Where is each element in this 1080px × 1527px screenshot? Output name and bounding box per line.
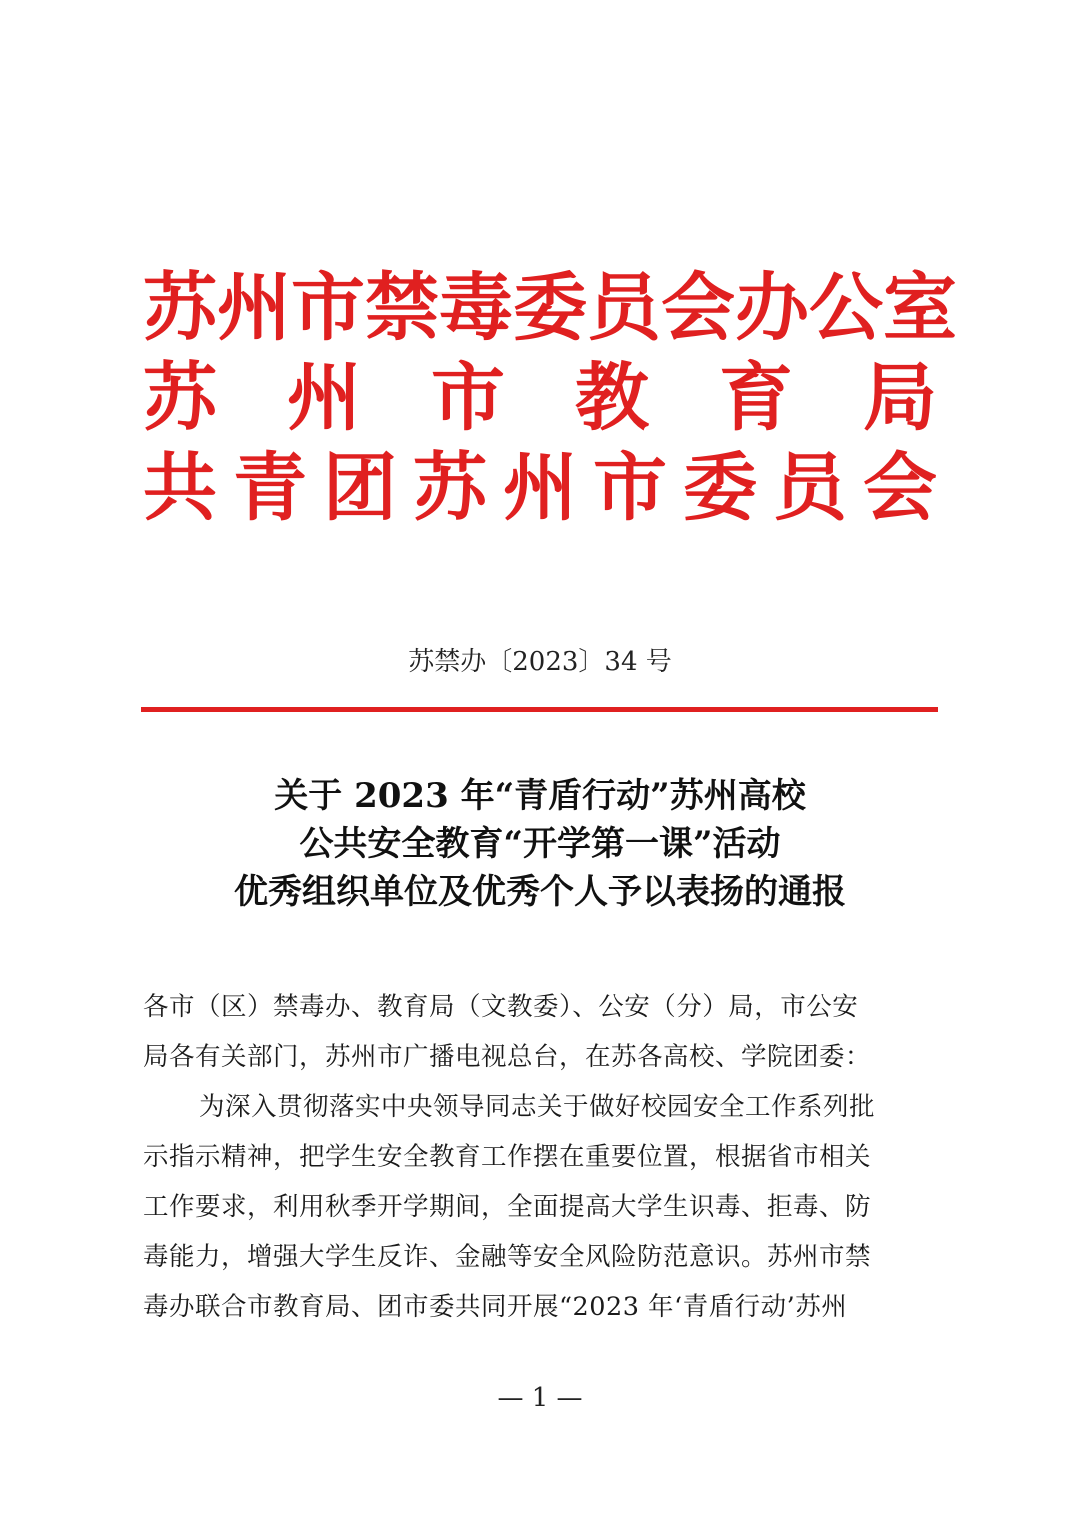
issuer-char: 公: [809, 265, 883, 351]
paragraph-line: 为深入贯彻落实中央领导同志关于做好校园安全工作系列批: [199, 1092, 876, 1122]
title-line: 关于 2023 年“青盾行动”苏州高校: [274, 776, 806, 816]
issuer-char: 局: [863, 355, 937, 441]
issuer-char: 委: [513, 265, 587, 351]
issuer-char: 会: [661, 265, 735, 351]
issuer-char: 苏: [143, 265, 217, 351]
issuer-char: 青: [233, 445, 307, 531]
issuer-char: 州: [217, 265, 291, 351]
issuer-char: 苏: [413, 445, 487, 531]
addressee-line: 局各有关部门，苏州市广播电视总台，在苏各高校、学院团委：: [143, 1042, 872, 1072]
issuer-char: 育: [719, 355, 793, 441]
document-number: 苏禁办〔2023〕34 号: [408, 647, 672, 677]
document-title: [100, 772, 980, 916]
issuer-char: 员: [587, 265, 661, 351]
paragraph-line: 毒办联合市教育局、团市委共同开展“2023 年‘青盾行动’苏州: [143, 1292, 848, 1322]
issuer-char: 市: [431, 355, 505, 441]
issuer-char: 委: [683, 445, 757, 531]
paragraph-line: 毒能力，增强大学生反诈、金融等安全风险防范意识。苏州市禁: [143, 1242, 872, 1272]
issuer-char: 会: [863, 445, 937, 531]
issuer-char: 共: [143, 445, 217, 531]
issuer-char: 办: [735, 265, 809, 351]
issuer-char: 室: [883, 265, 957, 351]
page-number: — 1 —: [497, 1383, 583, 1413]
issuer-char: 禁: [365, 265, 439, 351]
issuer-char: 市: [291, 265, 365, 351]
issuer-char: 团: [323, 445, 397, 531]
issuer-youth-league: [143, 443, 937, 533]
issuer-char: 市: [593, 445, 667, 531]
addressee-line: 各市（区）禁毒办、教育局（文教委）、公安（分）局，市公安: [143, 992, 859, 1022]
issuer-char: 苏: [143, 355, 217, 441]
issuer-office-anti-drug: [143, 263, 957, 353]
issuer-char: 州: [503, 445, 577, 531]
paragraph-line: 示指示精神，把学生安全教育工作摆在重要位置，根据省市相关: [143, 1142, 872, 1172]
issuer-education-bureau: [143, 353, 937, 443]
issuer-char: 毒: [439, 265, 513, 351]
paragraph-line: 工作要求，利用秋季开学期间，全面提高大学生识毒、拒毒、防: [143, 1192, 872, 1222]
title-line: 公共安全教育“开学第一课”活动: [299, 824, 781, 864]
issuer-char: 州: [287, 355, 361, 441]
issuer-char: 教: [575, 355, 649, 441]
red-divider: [141, 707, 938, 712]
title-line: 优秀组织单位及优秀个人予以表扬的通报: [234, 872, 846, 912]
issuer-char: 员: [773, 445, 847, 531]
